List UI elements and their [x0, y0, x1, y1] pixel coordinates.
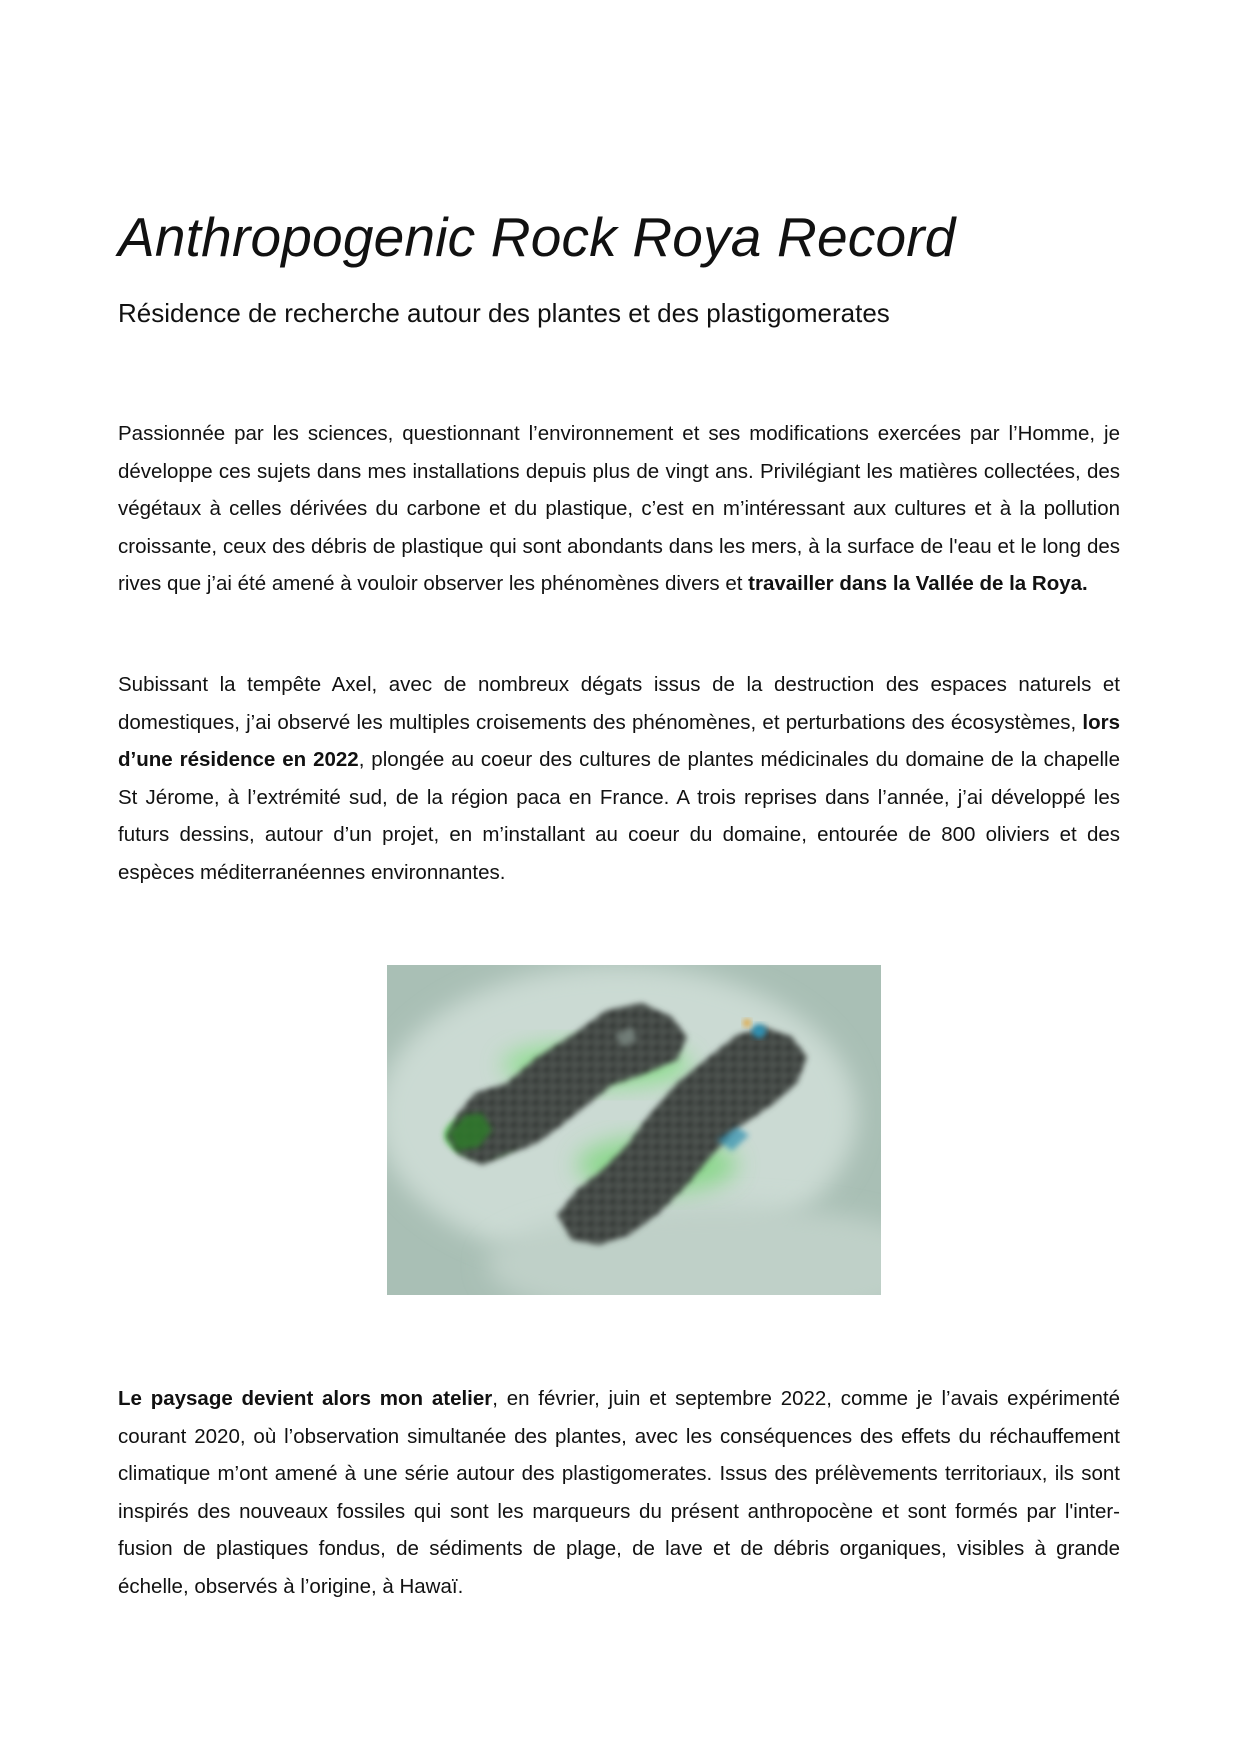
- plastiglomerate-illustration: [387, 965, 881, 1295]
- paragraph-atelier-text: , en février, juin et septembre 2022, comme je l’avais expérimenté courant 2020, où l’observation simultanée des plantes, avec les conséquences des effets du réchauffement climatique m’ont amené à une série autour des plastigomerates. Issus des prélèvements territoriaux, ils sont inspirés des nouveaux fossiles qui sont les marqueurs du présent anthropocène et sont formés par l'inter-fusion de plastiques fondus, de sédiments de plage, de lave et de débris organiques, visibles à grande échelle, observés à l’origine, à Hawaï.: [118, 1387, 1120, 1598]
- paragraph-residence-text-start: Subissant la tempête Axel, avec de nombreux dégats issus de la destruction des espaces naturels et domestiques, j’ai observé les multiples croisements des phénomènes, et perturbations des écosystèmes,: [118, 673, 1120, 734]
- paragraph-atelier-emphasis: Le paysage devient alors mon atelier: [118, 1387, 493, 1410]
- paragraph-residence-emphasis: lors d’une résidence en 2022: [118, 710, 1120, 771]
- document-title: Anthropogenic Rock Roya Record: [118, 206, 956, 268]
- paragraph-intro-text: Passionnée par les sciences, questionnant l’environnement et ses modifications exercées par l’Homme, je développe ces sujets dans mes installations depuis plus de vingt ans. Privilégiant les matières collectées, des végétaux à celles dérivées du carbone et du plastique, c’est en m’intéressant aux cultures et à la pollution croissante, ceux des débris de plastique qui sont abondants dans les mers, à la surface de l'eau et le long des rives que j’ai été amené à vouloir observer les phénomènes divers et: [118, 422, 1120, 595]
- paragraph-atelier: [118, 1380, 1120, 1605]
- document-subtitle: Résidence de recherche autour des plantes et des plastigomerates: [118, 298, 890, 328]
- paragraph-residence: [118, 666, 1120, 891]
- paragraph-intro-emphasis: travailler dans la Vallée de la Roya.: [748, 572, 1088, 595]
- paragraph-intro: [118, 415, 1120, 603]
- paragraph-residence-text-end: , plongée au coeur des cultures de plantes médicinales du domaine de la chapelle St Jérome, à l’extrémité sud, de la région paca en France. A trois reprises dans l’année, j’ai développé les futurs dessins, autour d’un projet, en m’installant au coeur du domaine, entourée de 800 oliviers et des espèces méditerranéennes environnantes.: [118, 748, 1120, 884]
- plastiglomerate-photo: [387, 965, 881, 1295]
